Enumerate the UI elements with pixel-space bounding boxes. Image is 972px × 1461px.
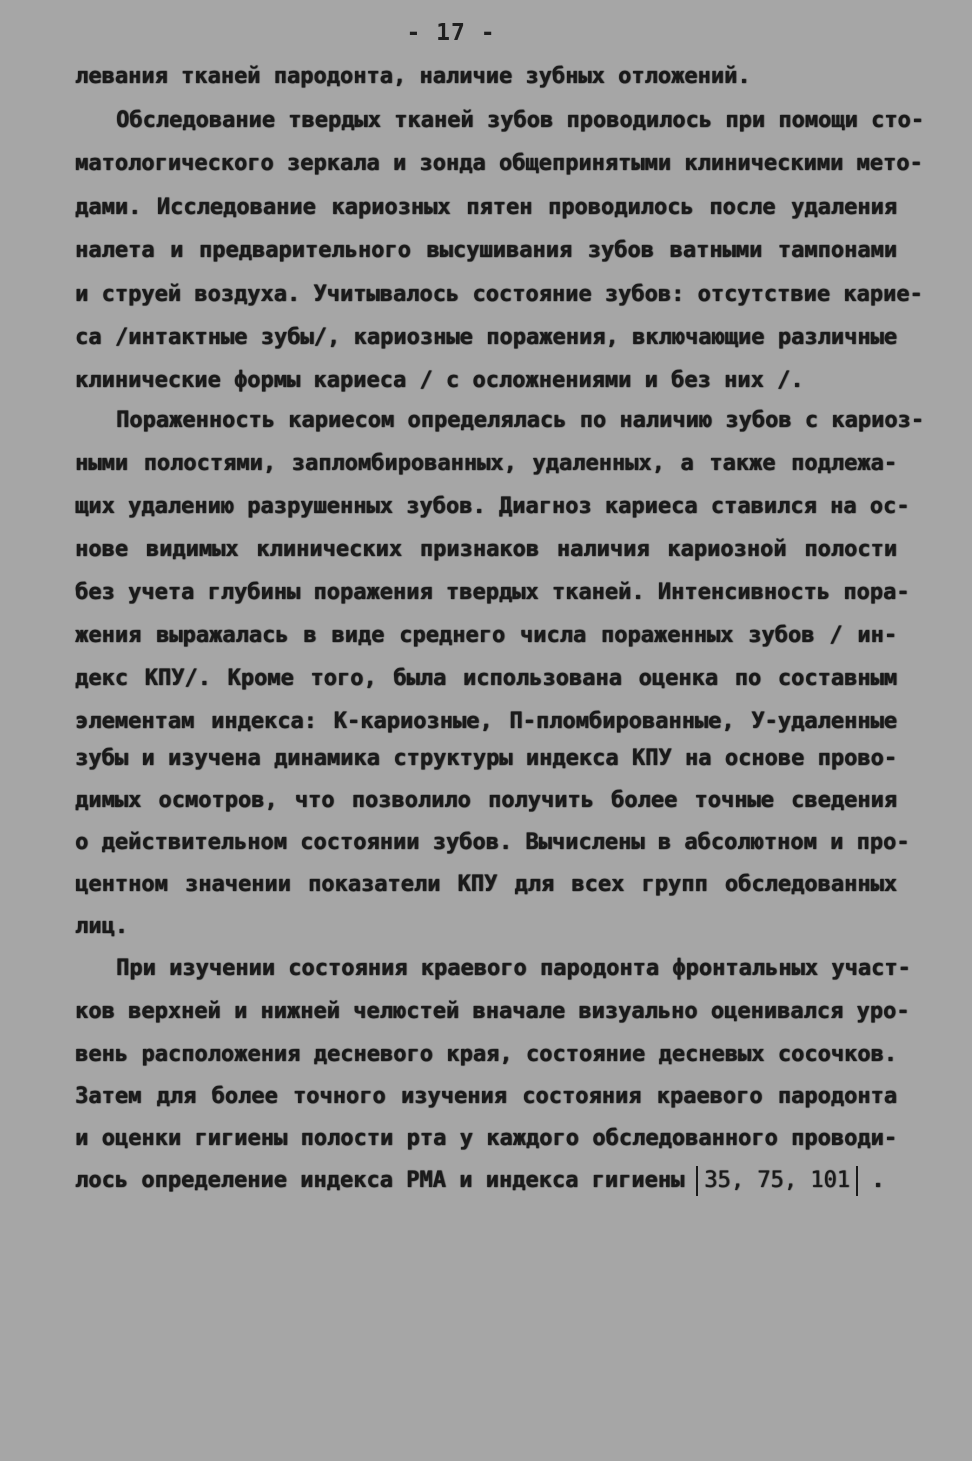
text-line: лиц. — [75, 914, 128, 939]
text-line: Затем для более точного изучения состояния краевого пародонта — [75, 1084, 897, 1109]
text-line: вень расположения десневого края, состояние десневых сосочков. — [75, 1042, 897, 1067]
text-line: Пораженность кариесом определялась по наличию зубов с кариоз- — [116, 408, 924, 433]
text-line: и струей воздуха. Учитывалось состояние зубов: отсутствие карие- — [75, 282, 923, 307]
text-line: ными полостями, запломбированных, удаленных, а также подлежа- — [75, 451, 897, 476]
text-line: щих удалению разрушенных зубов. Диагноз кариеса ставился на ос- — [75, 494, 910, 519]
text-line: матологического зеркала и зонда общепринятыми клиническими мето- — [75, 151, 923, 176]
text-line: налета и предварительного высушивания зубов ватными тампонами — [75, 238, 897, 263]
text-line: димых осмотров, что позволило получить более точные сведения — [75, 788, 897, 813]
text-line: Обследование твердых тканей зубов проводилось при помощи сто- — [116, 108, 924, 133]
text-line: са /интактные зубы/, кариозные поражения, включающие различные — [75, 325, 897, 350]
page-number: - 17 - — [406, 20, 496, 46]
text-line: без учета глубины поражения твердых тканей. Интенсивность пора- — [75, 580, 910, 605]
text-line: левания тканей пародонта, наличие зубных отложений. — [75, 64, 751, 89]
text-line: зубы и изучена динамика структуры индекса КПУ на основе прово- — [75, 746, 897, 771]
text-line-content: лось определение индекса РМА и индекса гигиены — [75, 1168, 685, 1193]
citation-reference: 35, 75, 101 — [696, 1166, 858, 1196]
text-line: декс КПУ/. Кроме того, была использована оценка по составным — [75, 666, 897, 691]
text-line: клинические формы кариеса / с осложнениями и без них /. — [75, 368, 804, 393]
text-line: элементам индекса: К-кариозные, П-пломбированные, У-удаленные — [75, 709, 897, 734]
last-text-line — [75, 1166, 884, 1196]
final-period: . — [871, 1168, 885, 1193]
text-line: нове видимых клинических признаков наличия кариозной полости — [75, 537, 897, 562]
text-line: При изучении состояния краевого пародонта фронтальных участ- — [116, 956, 911, 981]
text-line: и оценки гигиены полости рта у каждого обследованного проводи- — [75, 1126, 897, 1151]
text-line: центном значении показатели КПУ для всех групп обследованных — [75, 872, 897, 897]
text-line: ков верхней и нижней челюстей вначале визуально оценивался уро- — [75, 999, 910, 1024]
text-line: жения выражалась в виде среднего числа пораженных зубов / ин- — [75, 623, 897, 648]
text-line: о действительном состоянии зубов. Вычислены в абсолютном и про- — [75, 830, 910, 855]
text-line: дами. Исследование кариозных пятен проводилось после удаления — [75, 195, 897, 220]
